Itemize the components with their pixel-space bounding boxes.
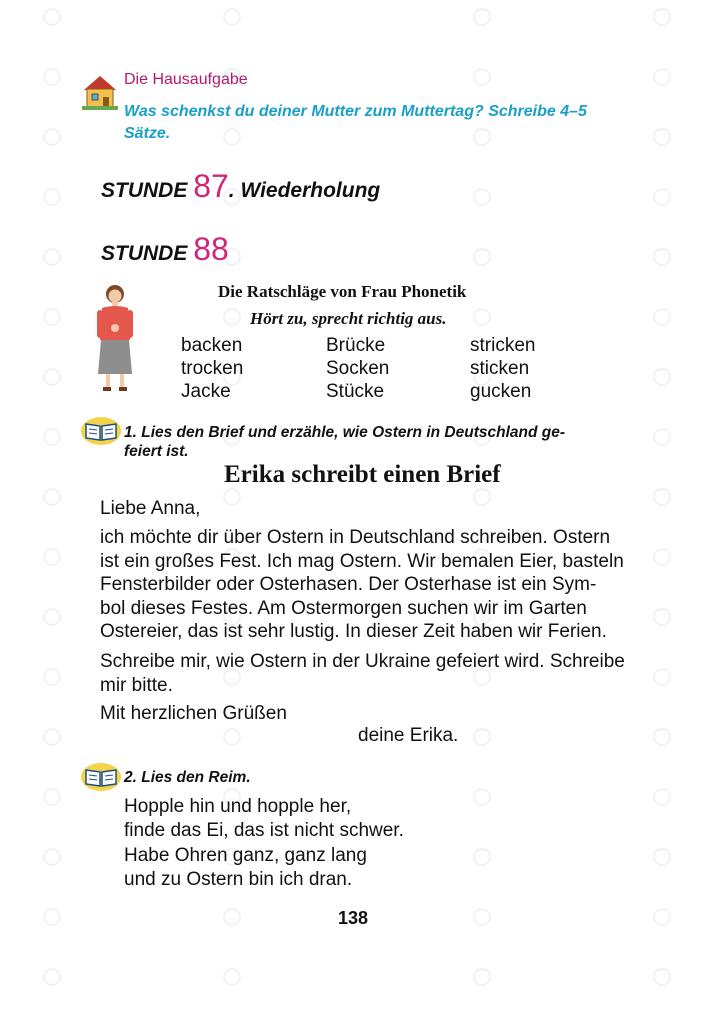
phonetik-instruction: Hört zu, sprecht richtig aus. (250, 309, 447, 328)
watermark-mark (224, 909, 240, 925)
teacher-figure-icon (92, 282, 138, 394)
task-line: feiert ist. (124, 443, 189, 460)
watermark-mark (654, 69, 670, 85)
letter-line: Fensterbilder oder Osterhasen. Der Osterhase ist ein Sym- (100, 574, 597, 595)
watermark-mark (474, 789, 490, 805)
watermark-mark (654, 129, 670, 145)
book-icon (80, 416, 122, 446)
watermark-mark (474, 729, 490, 745)
word: trocken (181, 358, 244, 379)
watermark-mark (474, 69, 490, 85)
watermark-mark (44, 369, 60, 385)
watermark-mark (474, 849, 490, 865)
homework-title: Die Hausaufgabe (124, 71, 248, 88)
watermark-mark (44, 849, 60, 865)
watermark-mark (474, 909, 490, 925)
watermark-mark (44, 609, 60, 625)
watermark-mark (44, 309, 60, 325)
watermark-mark (474, 189, 490, 205)
watermark-mark (44, 969, 60, 985)
letter-line: ich möchte dir über Ostern in Deutschland schreiben. Ostern (100, 527, 611, 548)
lesson-prefix: STUNDE (101, 242, 194, 265)
watermark-mark (654, 309, 670, 325)
watermark-mark (654, 849, 670, 865)
watermark-mark (654, 609, 670, 625)
word: Brücke (326, 335, 386, 356)
watermark-mark (44, 69, 60, 85)
letter-signature: deine Erika. (358, 725, 459, 746)
letter-title: Erika schreibt einen Brief (224, 461, 501, 488)
lesson-87-heading (101, 168, 380, 205)
word: sticken (470, 358, 530, 379)
poem-line: und zu Ostern bin ich dran. (124, 869, 353, 890)
watermark-mark (44, 729, 60, 745)
homework-line: Was schenkst du deiner Mutter zum Muttertag? Schreibe 4–5 (124, 103, 587, 120)
word: gucken (470, 381, 532, 402)
lesson-number: 88 (193, 231, 229, 267)
watermark-mark (654, 429, 670, 445)
letter-line: Ostereier, das ist sehr lustig. In dieser Zeit haben wir Ferien. (100, 621, 607, 642)
watermark-mark (44, 9, 60, 25)
poem-line: finde das Ei, das ist nicht schwer. (124, 820, 404, 841)
poem-line: Hopple hin und hopple her, (124, 796, 352, 817)
letter-body (100, 526, 640, 644)
watermark-mark (654, 189, 670, 205)
letter-line: ist ein großes Fest. Ich mag Ostern. Wir bemalen Eier, basteln (100, 550, 624, 572)
watermark-mark (44, 669, 60, 685)
watermark-mark (44, 909, 60, 925)
task-1-instruction (124, 423, 565, 461)
task-line: 1. Lies den Brief und erzähle, wie Ostern in Deutschland ge- (124, 424, 565, 441)
letter-line: mir bitte. (100, 674, 173, 696)
letter-line: Schreibe mir, wie Ostern in der Ukraine gefeiert wird. Schreibe (100, 651, 625, 672)
watermark-mark (44, 789, 60, 805)
word: Jacke (181, 381, 231, 402)
watermark-mark (654, 669, 670, 685)
word: Socken (326, 358, 390, 379)
watermark-mark (654, 909, 670, 925)
watermark-mark (44, 249, 60, 265)
watermark-mark (654, 789, 670, 805)
word: stricken (470, 335, 536, 356)
watermark-mark (224, 309, 240, 325)
letter-line: bol dieses Festes. Am Ostermorgen suchen wir im Garten (100, 597, 587, 619)
watermark-mark (654, 729, 670, 745)
letter-closing: Mit herzlichen Grüßen (100, 703, 287, 724)
watermark-mark (654, 969, 670, 985)
homework-line: Sätze. (124, 125, 171, 142)
watermark-mark (654, 489, 670, 505)
house-icon (80, 72, 120, 112)
word: backen (181, 335, 243, 356)
watermark-mark (44, 489, 60, 505)
watermark-mark (44, 429, 60, 445)
homework-text (124, 101, 654, 145)
watermark-mark (654, 549, 670, 565)
phonetik-title: Die Ratschläge von Frau Phonetik (218, 282, 467, 301)
watermark-mark (474, 969, 490, 985)
watermark-mark (474, 9, 490, 25)
lesson-number: 87 (193, 168, 229, 204)
poem-line: Habe Ohren ganz, ganz lang (124, 845, 367, 866)
watermark-mark (44, 189, 60, 205)
watermark-mark (224, 729, 240, 745)
watermark-mark (654, 9, 670, 25)
lesson-prefix: STUNDE (101, 179, 194, 202)
watermark-mark (654, 249, 670, 265)
watermark-mark (224, 969, 240, 985)
watermark-mark (224, 9, 240, 25)
task-2-instruction: 2. Lies den Reim. (124, 769, 251, 786)
word: Stücke (326, 381, 385, 402)
watermark-mark (474, 249, 490, 265)
watermark-mark (654, 369, 670, 385)
letter-request (100, 650, 640, 697)
book-icon (80, 762, 122, 792)
lesson-88-heading (101, 231, 229, 268)
letter-greeting: Liebe Anna, (100, 498, 201, 519)
watermark-mark (474, 309, 490, 325)
watermark-mark (44, 129, 60, 145)
lesson-title: . Wiederholung (228, 179, 381, 202)
page-number: 138 (338, 908, 369, 928)
watermark-mark (44, 549, 60, 565)
